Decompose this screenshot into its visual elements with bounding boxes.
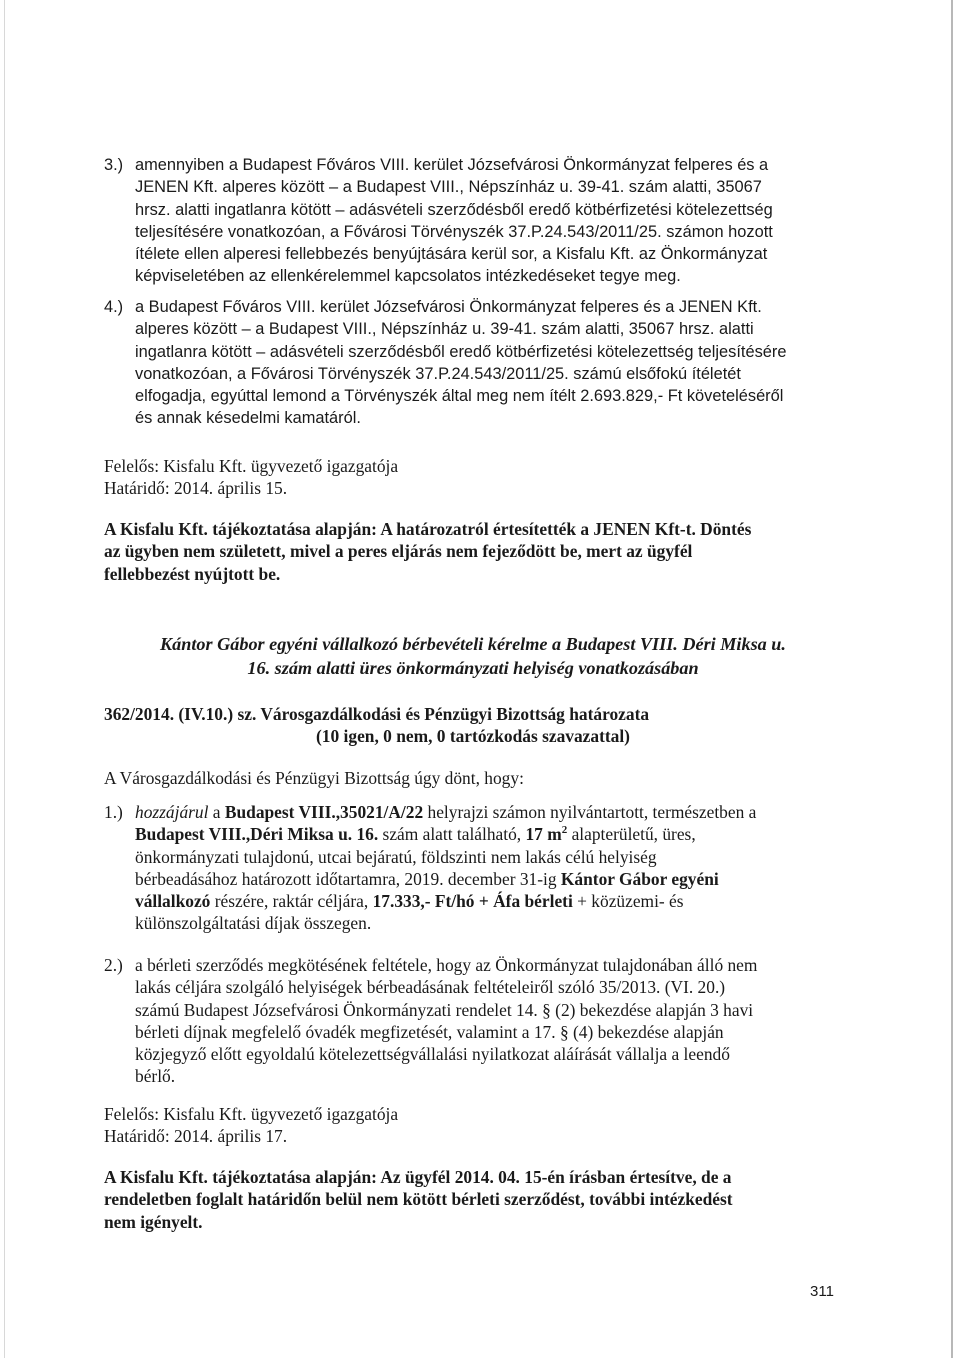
decision-intro <box>104 767 842 789</box>
list-item-4 <box>104 296 842 430</box>
resolution-number: 362/2014. (IV.10.) sz. Városgazdálkodási és Pénzügyi Bizottság határozata <box>104 704 650 724</box>
text-line: közjegyző előtt egyoldalú kötelezettségvállalási nyilatkozat aláírását vállalja a leendő <box>135 1044 730 1065</box>
responsible-person: Felelős: Kisfalu Kft. ügyvezető igazgatója <box>104 456 399 476</box>
parcel-number: Budapest VIII.,35021/A/22 <box>224 802 424 822</box>
text-line <box>135 868 842 890</box>
text-line: és annak késedelmi kamatáról. <box>135 409 361 428</box>
text-line: bérleti díjnak megfelelő óvadék megfizetését, valamint a 17. § (4) bekezdése alapján <box>135 1021 724 1042</box>
text-line: ítélete ellen alperesi fellebbezés benyújtására kerül sor, a Kisfalu Kft. az Önkormányzat <box>135 245 768 264</box>
item-number: 4.) <box>104 298 124 316</box>
area-value: 17 m <box>525 824 562 845</box>
text-line: hrsz. alatti ingatlanra kötött – adásvételi szerződésből eredő kötbérfizetési kötelezettség <box>135 200 773 219</box>
text-line <box>135 890 842 912</box>
text-line: vonatkozóan, a Fővárosi Törvényszék 37.P.24.543/2011/25. számú elsőfokú ítéletét <box>135 364 741 383</box>
list-item-3 <box>104 154 842 288</box>
area-unit-exponent: 2 <box>561 824 568 837</box>
text-line: A Kisfalu Kft. tájékoztatása alapján: A határozatról értesítették a JENEN Kft-t. Döntés <box>104 519 752 539</box>
item-text <box>135 296 842 430</box>
rent-amount: 17.333,- Ft/hó + Áfa bérleti <box>372 891 573 912</box>
text-line: JENEN Kft. alperes között – a Budapest VIII., Népszínház u. 39-41. szám alatti, 35067 <box>135 178 762 197</box>
text-span: a <box>208 802 225 822</box>
text-line: rendeletben foglalt határidőn belül nem kötött bérleti szerződést, további intézkedést <box>104 1189 733 1210</box>
text-line: különszolgáltatási díjak összegen. <box>135 913 372 934</box>
text-line: lakás céljára szolgáló helyiségek bérbeadásának feltételeiről szóló 35/2013. (VI. 20.) <box>135 977 726 998</box>
responsible-person: Felelős: Kisfalu Kft. ügyvezető igazgatója <box>104 1104 399 1124</box>
text-line: amennyiben a Budapest Főváros VIII. kerület Józsefvárosi Önkormányzat felperes és a <box>135 156 769 174</box>
address: Budapest VIII.,Déri Miksa u. 16. <box>135 824 379 845</box>
item-number: 1.) <box>104 802 123 822</box>
title-line: Kántor Gábor egyéni vállalkozó bérbevételi kérelme a Budapest VIII. Déri Miksa u. <box>160 634 786 654</box>
item-text <box>135 954 842 1088</box>
text-span: helyrajzi számon nyilvántartott, természetben a <box>423 802 757 822</box>
responsible-block-2 <box>104 1103 842 1148</box>
status-info-2 <box>104 1166 842 1233</box>
page-number: 311 <box>810 1283 834 1300</box>
text-span: alapterületű, üres, <box>567 824 696 845</box>
decision-item-2 <box>104 954 842 1088</box>
item-number: 2.) <box>104 955 123 975</box>
text-span: szám alatt található, <box>378 824 526 845</box>
text-line: alperes között – a Budapest VIII., Népszínház u. 39-41. szám alatti, 35067 hrsz. alatti <box>135 320 754 339</box>
decision-item-1 <box>104 801 842 935</box>
deadline: Határidő: 2014. április 17. <box>104 1126 288 1147</box>
item-text <box>135 801 842 935</box>
text-line: a Budapest Főváros VIII. kerület Józsefvárosi Önkormányzat felperes és a JENEN Kft. <box>135 298 762 316</box>
text-line: a bérleti szerződés megkötésének feltétele, hogy az Önkormányzat tulajdonában álló nem <box>135 955 758 975</box>
item-number: 3.) <box>104 156 124 174</box>
tenant-name: Kántor Gábor egyéni <box>560 868 719 889</box>
text-line: fellebbezést nyújtott be. <box>104 563 281 584</box>
text-line: teljesítésére vonatkozóan, a Fővárosi Törvényszék 37.P.24.543/2011/25. számon hozott <box>135 222 773 241</box>
responsible-block-1 <box>104 455 842 500</box>
text-line <box>135 801 842 823</box>
text-line <box>135 823 842 845</box>
vote-result: (10 igen, 0 nem, 0 tartózkodás szavazattal) <box>316 726 630 747</box>
text-line: ingatlanra kötött – adásvételi szerződésből eredő kötbérfizetési kötelezettség teljesítésére <box>135 342 787 361</box>
text-line: bérlő. <box>135 1066 176 1087</box>
text-line: számú Budapest Józsefvárosi Önkormányzati rendelet 14. § (2) bekezdése alapján 3 havi <box>135 999 754 1020</box>
section-title <box>104 632 842 680</box>
resolution-heading <box>104 703 842 748</box>
text-span: vállalkozó <box>135 891 211 912</box>
text-span: hozzájárul <box>135 802 209 822</box>
text-line: az ügyben nem született, mivel a peres eljárás nem fejeződött be, mert az ügyfél <box>104 541 693 562</box>
text-line: képviseletében az ellenkérelemmel kapcsolatos intézkedéseket tegye meg. <box>135 267 681 286</box>
status-info-1 <box>104 518 842 585</box>
area <box>525 824 567 844</box>
text-span: + közüzemi- és <box>572 891 684 912</box>
text-line: A Kisfalu Kft. tájékoztatása alapján: Az ügyfél 2014. 04. 15-én írásban értesítve, de a <box>104 1167 732 1187</box>
text-span: részére, raktár céljára, <box>210 891 373 912</box>
item-text <box>135 154 842 288</box>
scan-edge-left <box>4 0 5 1358</box>
text-line: nem igényelt. <box>104 1211 203 1232</box>
text-line: önkormányzati tulajdonú, utcai bejáratú, földszinti nem lakás célú helyiség <box>135 846 657 867</box>
deadline: Határidő: 2014. április 15. <box>104 478 288 499</box>
scan-edge-right <box>951 0 953 1358</box>
title-line: 16. szám alatti üres önkormányzati helyiség vonatkozásában <box>247 658 699 678</box>
text-line: elfogadja, egyúttal lemond a Törvényszék által meg nem ítélt 2.693.829,- Ft követeléséről <box>135 387 784 406</box>
text-span: bérbeadásához határozott időtartamra, 2019. december 31-ig <box>135 868 561 889</box>
intro-text: A Városgazdálkodási és Pénzügyi Bizottság úgy dönt, hogy: <box>104 768 524 788</box>
